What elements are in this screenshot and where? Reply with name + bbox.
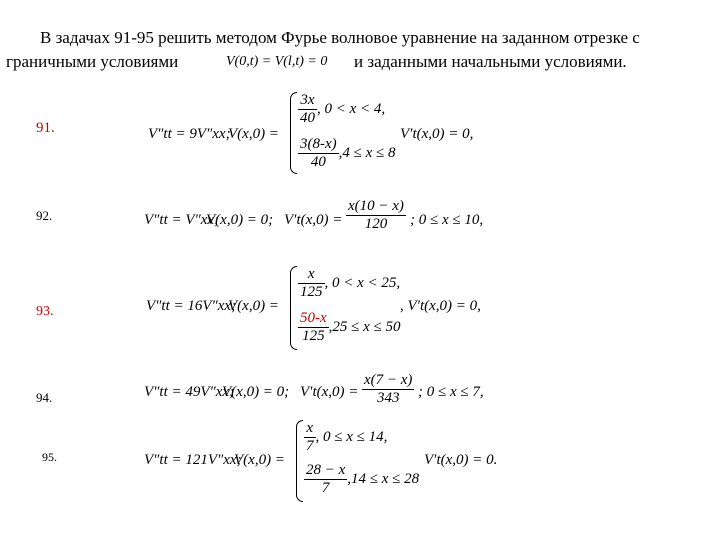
problem-92-init-vt-label: V′t(x,0) =: [284, 212, 343, 228]
p93-piece1-cond: , 0 < x < 25,: [324, 274, 401, 291]
problem-91-init-label: V(x,0) =: [228, 126, 279, 142]
problem-92-number: 92.: [36, 208, 53, 223]
problem-91-number: 91.: [36, 120, 55, 136]
problem-95-init-label: V(x,0) =: [234, 452, 285, 468]
problem-91-equation: V″tt = 9V″xx;: [148, 126, 231, 142]
p91-piece2-den: 40: [298, 153, 339, 171]
problem-94-equation: V″tt = 49V″xx;: [144, 384, 235, 400]
p91-piece2-cond: ,4 ≤ x ≤ 8: [338, 144, 396, 161]
p93-piece1-num: x: [307, 266, 315, 282]
problem-92-fraction: [346, 198, 406, 233]
p95-piece2-num: 28 − x: [306, 462, 346, 478]
problem-91-init-vt: V′t(x,0) = 0,: [400, 126, 474, 142]
p91-piece1-den: 40: [300, 110, 315, 126]
p94-frac-den: 343: [362, 389, 414, 407]
problem-94-init-v: V(x,0) = 0;: [222, 384, 290, 400]
boundary-conditions: V(0,t) = V(l,t) = 0: [226, 54, 328, 69]
problem-94-init-vt-label: V′t(x,0) =: [300, 384, 359, 400]
problem-93-number: 93.: [36, 304, 54, 319]
problem-95-piece-1: [304, 420, 387, 455]
problem-94-cond: ; 0 ≤ x ≤ 7,: [418, 384, 484, 400]
problem-93-piece-1: [298, 266, 400, 301]
p95-piece2-cond: ,14 ≤ x ≤ 28: [347, 470, 420, 487]
p93-piece1-den: 125: [300, 284, 323, 300]
problem-91-brace: [290, 92, 297, 174]
p93-piece2-den: 125: [298, 327, 329, 345]
p95-piece1-num: x: [306, 420, 314, 436]
problem-92-cond: ; 0 ≤ x ≤ 10,: [410, 212, 484, 228]
problem-95-brace: [296, 420, 303, 502]
p93-piece2-num: 50-x: [300, 310, 327, 326]
p95-piece2-den: 7: [304, 479, 347, 497]
problem-91-piece-1: [298, 92, 385, 127]
problem-93-init-label: V(x,0) =: [228, 298, 279, 314]
problem-95-init-vt: V′t(x,0) = 0.: [424, 452, 498, 468]
p95-piece1-cond: , 0 ≤ x ≤ 14,: [315, 428, 388, 445]
problem-91-piece-2: [298, 136, 396, 171]
p94-frac-num: x(7 − x): [364, 372, 413, 388]
intro-line-1: В задачах 91-95 решить методом Фурье волновое уравнение на заданном отрезке с: [40, 28, 640, 47]
problem-93-brace: [290, 266, 297, 350]
p93-piece2-cond: ,25 ≤ x ≤ 50: [328, 318, 401, 335]
problem-93-piece-2: [298, 310, 401, 345]
p91-piece1-cond: , 0 < x < 4,: [317, 100, 386, 117]
problem-95-number: 95.: [42, 450, 57, 464]
p92-frac-num: x(10 − x): [348, 198, 404, 214]
intro-line-2-right: и заданными начальными условиями.: [354, 52, 627, 71]
problem-95-piece-2: [304, 462, 419, 497]
problem-92-init-v: V(x,0) = 0;: [206, 212, 274, 228]
problem-92-equation: V″tt = V″xx;: [144, 212, 220, 228]
p95-piece1-den: 7: [306, 438, 314, 454]
p91-piece2-num: 3(8-x): [300, 136, 337, 152]
problem-95-equation: V″tt = 121V″xx;: [144, 452, 242, 468]
intro-line-2-left: граничными условиями: [6, 52, 179, 71]
problem-94-number: 94.: [36, 390, 53, 405]
problem-93-equation: V″tt = 16V″xx;: [146, 298, 237, 314]
problem-93-init-vt: , V′t(x,0) = 0,: [400, 298, 481, 314]
p91-piece1-num: 3x: [300, 92, 315, 108]
problem-94-fraction: [362, 372, 414, 407]
p92-frac-den: 120: [346, 215, 406, 233]
